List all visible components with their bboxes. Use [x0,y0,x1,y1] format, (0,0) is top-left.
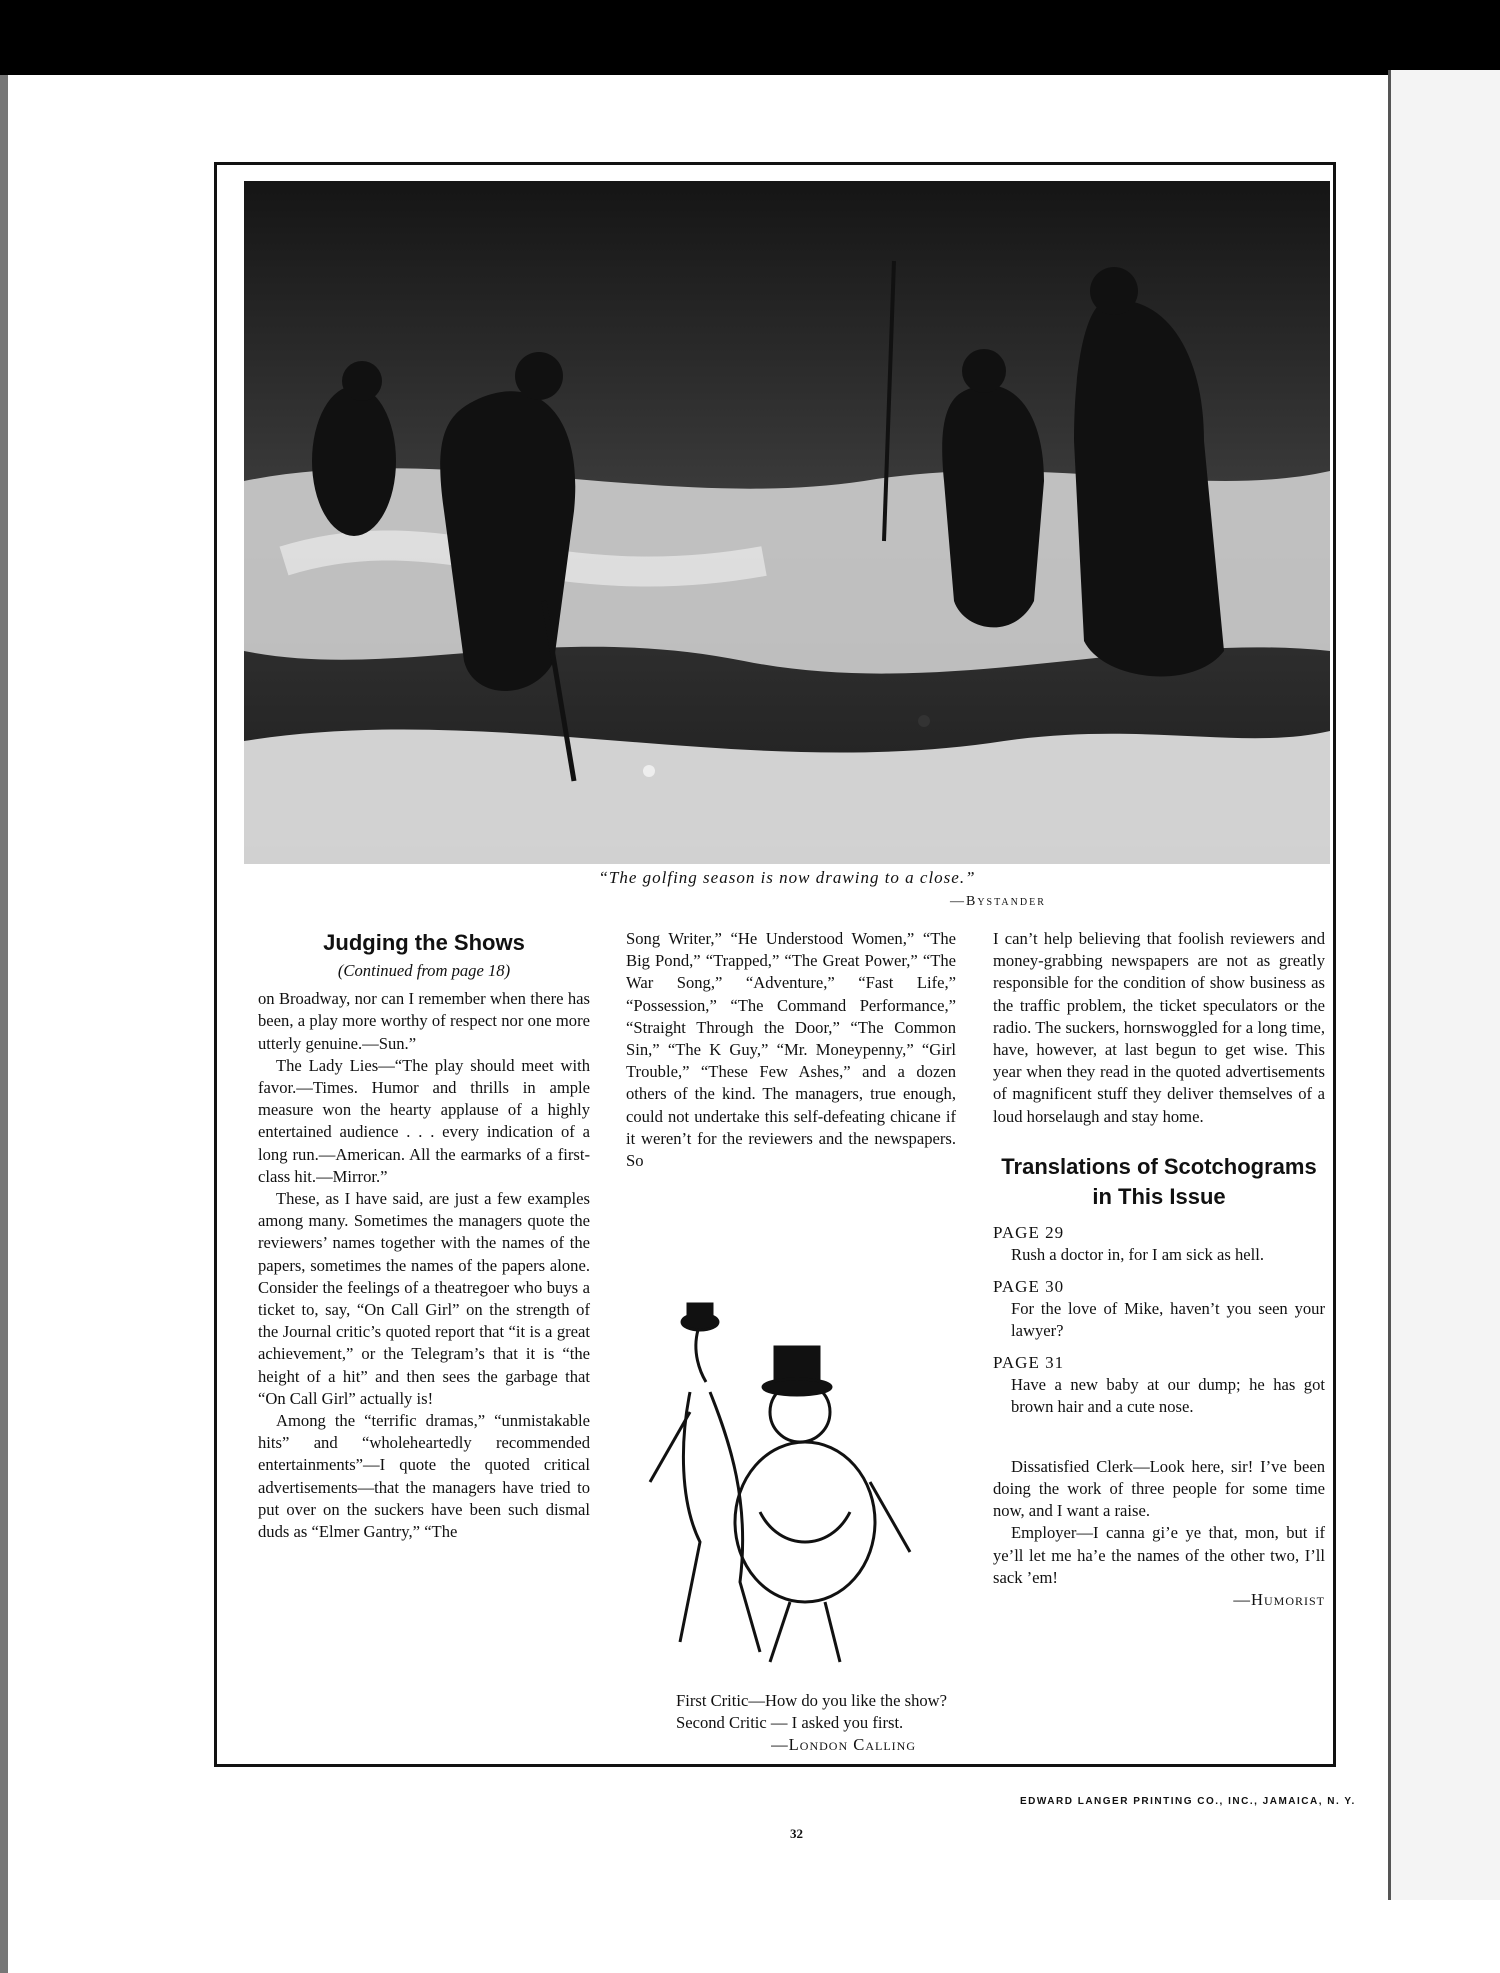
site-watermark: comicbooks.com [1261,1919,1470,1950]
column-2 [626,928,956,1172]
illustration-credit: —Bystander [950,894,1046,909]
page-edge [1388,70,1500,1900]
paragraph: I can’t help believing that foolish reviewers and money-grabbing newspapers are not as greatly responsible for the condition of show business as the traffic problem, the ticket speculators or the radio. The suckers, hornswoggled for a long time, have, however, at last begun to get wise. This year when they read in the quoted advertisements of magnificent stuff they deliver themselves of a loud horselaugh and stay home. [993,929,1325,1126]
cartoon-line-2: Second Critic — I asked you first. [676,1713,904,1732]
continued-note: (Continued from page 18) [337,961,511,980]
paragraph: Among the “terrific dramas,” “unmistakable hits” and “wholeheartedly recommended entertainments”—I quote the quoted critical advertisements—that the managers have tried to put over on the suckers have been such dismal duds as “Elmer Gantry,” “The [258,1411,590,1542]
critics-cartoon [640,1282,952,1682]
translation-page: PAGE 30 [993,1276,1065,1296]
article-title: Judging the Shows [323,930,525,955]
column-1 [258,928,590,1543]
page-number: 32 [790,1826,803,1841]
translation-page: PAGE 29 [993,1222,1065,1242]
cartoon-line-1: First Critic—How do you like the show? [676,1691,948,1710]
cartoon-caption [666,1690,956,1756]
translation-text: Have a new baby at our dump; he has got brown hair and a cute nose. [1011,1374,1325,1416]
paragraph: Song Writer,” “He Understood Women,” “The Big Pond,” “Trapped,” “The Great Power,” “The War Song,” “Adventure,” “Fast Life,” “Possession,” “The Command Performance,” “Straight Through the Door,” “The Common Sin,” “The K Guy,” “Mr. Moneypenny,” “Girl Trouble,” “These Few Ashes,” and a dozen others of the kind. The managers, true enough, could not undertake this self-defeating chicane if it weren’t for the reviewers and the newspapers. So [626,929,956,1171]
golf-illustration [244,181,1330,864]
joke-line-1: Dissatisfied Clerk—Look here, sir! I’ve been doing the work of three people for some time now, and I want a raise. [993,1456,1325,1521]
paragraph: The Lady Lies—“The play should meet with favor.—Times. Humor and thrills in ample measure won the hearty applause of a highly entertained audience . . . every indication of a long run.—American. All the earmarks of a first-class hit.—Mirror.” [258,1055,590,1186]
cartoon-credit: —London Calling [771,1735,916,1754]
joke-line-2: Employer—I canna gi’e ye that, mon, but if ye’ll let me ha’e the names of the other two, I’ll sack ’em! [993,1523,1325,1587]
joke-credit: —Humorist [1233,1590,1325,1610]
translation-page: PAGE 31 [993,1352,1065,1372]
translation-text: Rush a doctor in, for I am sick as hell. [1011,1244,1264,1264]
column-3 [993,928,1325,1611]
paragraph: on Broadway, nor can I remember when there has been, a play more worthy of respect nor one more utterly genuine.—Sun.” [258,989,590,1053]
paragraph: These, as I have said, are just a few examples among many. Sometimes the managers quote the reviewers’ names together with the names of the papers, sometimes the names of the papers alone. Consider the feelings of a theatregoer who buys a ticket to, say, “On Call Girl” on the strength of the Journal critic’s quoted report that “it is a great achievement,” or the Telegram’s that it is “the height of a hit” and then sees the garbage that “On Call Girl” actually is! [258,1189,590,1408]
illustration-caption: “The golfing season is now drawing to a close.” [598,868,976,887]
translation-text: For the love of Mike, haven’t you seen your lawyer? [1011,1298,1325,1340]
translations-title: Translations of Scotchograms in This Issue [1001,1153,1317,1209]
printer-imprint: EDWARD LANGER PRINTING CO., INC., JAMAICA, N. Y. [1020,1796,1356,1807]
